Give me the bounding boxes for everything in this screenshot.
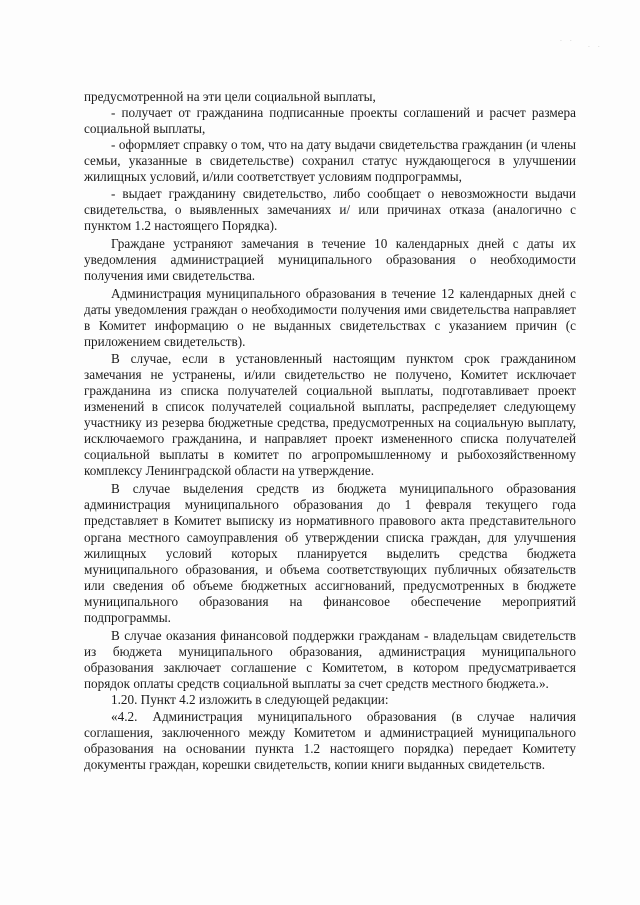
paragraph: - получает от гражданина подписанные проекты соглашений и расчет размера социальной выплаты, xyxy=(84,105,576,137)
paragraph: предусмотренной на эти цели социальной выплаты, xyxy=(84,89,376,104)
paragraph: «4.2. Администрация муниципального образования (в случае наличия соглашения, заключенного между Комитетом и администрацией муниципального образования на основании пункта 1.2 настоящего порядка) передает Комитету документы граждан, корешки свидетельств, копии книги выданных свидетельств. xyxy=(84,708,576,772)
scan-speck: · · xyxy=(560,38,575,45)
paragraph: - выдает гражданину свидетельство, либо сообщает о невозможности выдачи свидетельства, о выявленных замечаниях и/ или причинах отказа (аналогично с пунктом 1.2 настоящего Порядка). xyxy=(84,185,576,233)
paragraph: В случае выделения средств из бюджета муниципального образования администрация муниципального образования до 1 февраля текущего года представляет в Комитет выписку из нормативного правового акта представительного органа местного самоуправления об утверждении списка граждан, для улучшения жилищных условий которых планируется выделить средства бюджета муниципального образования, и объема соответствующих публичных обязательств или сведения об объеме бюджетных ассигнований, предусмотренных в бюджете муниципального образования на финансовое обеспечение мероприятий подпрограммы. xyxy=(84,481,576,625)
document-body xyxy=(84,89,576,773)
scan-speck: · · xyxy=(588,44,603,51)
paragraph: Граждане устраняют замечания в течение 10 календарных дней с даты их уведомления администрацией муниципального образования о необходимости получения ими свидетельства. xyxy=(84,235,576,284)
paragraph: - оформляет справку о том, что на дату выдачи свидетельства гражданин (и члены семьи, указанные в свидетельстве) сохранил статус нуждающегося в улучшении жилищных условий, и/или соответствует условиям подпрограммы, xyxy=(84,137,576,185)
paragraph: 1.20. Пункт 4.2 изложить в следующей редакции: xyxy=(111,692,389,708)
paragraph: Администрация муниципального образования в течение 12 календарных дней с даты уведомления граждан о необходимости получения ими свидетельства направляет в Комитет информацию о не выданных свидетельствах с указанием причин (с приложением свидетельств). xyxy=(84,286,576,350)
paragraph: В случае, если в установленный настоящим пунктом срок гражданином замечания не устранены, и/или свидетельство не получено, Комитет исключает гражданина из списка получателей социальной выплаты, подготавливает проект изменений в список получателей социальной выплаты, распределяет следующему участнику из резерва бюджетные средства, предусмотренных на социальную выплату, исключаемого гражданина, и направляет проект измененного списка получателей социальной выплаты в комитет по агропромышленному и рыбохозяйственному комплексу Ленинградской области на утверждение. xyxy=(84,350,576,479)
paragraph: В случае оказания финансовой поддержки гражданам - владельцам свидетельств из бюджета муниципального образования, администрация муниципального образования заключает соглашение с Комитетом, в котором предусматривается порядок оплаты средств социальной выплаты за счет средств местного бюджета.». xyxy=(84,628,576,692)
